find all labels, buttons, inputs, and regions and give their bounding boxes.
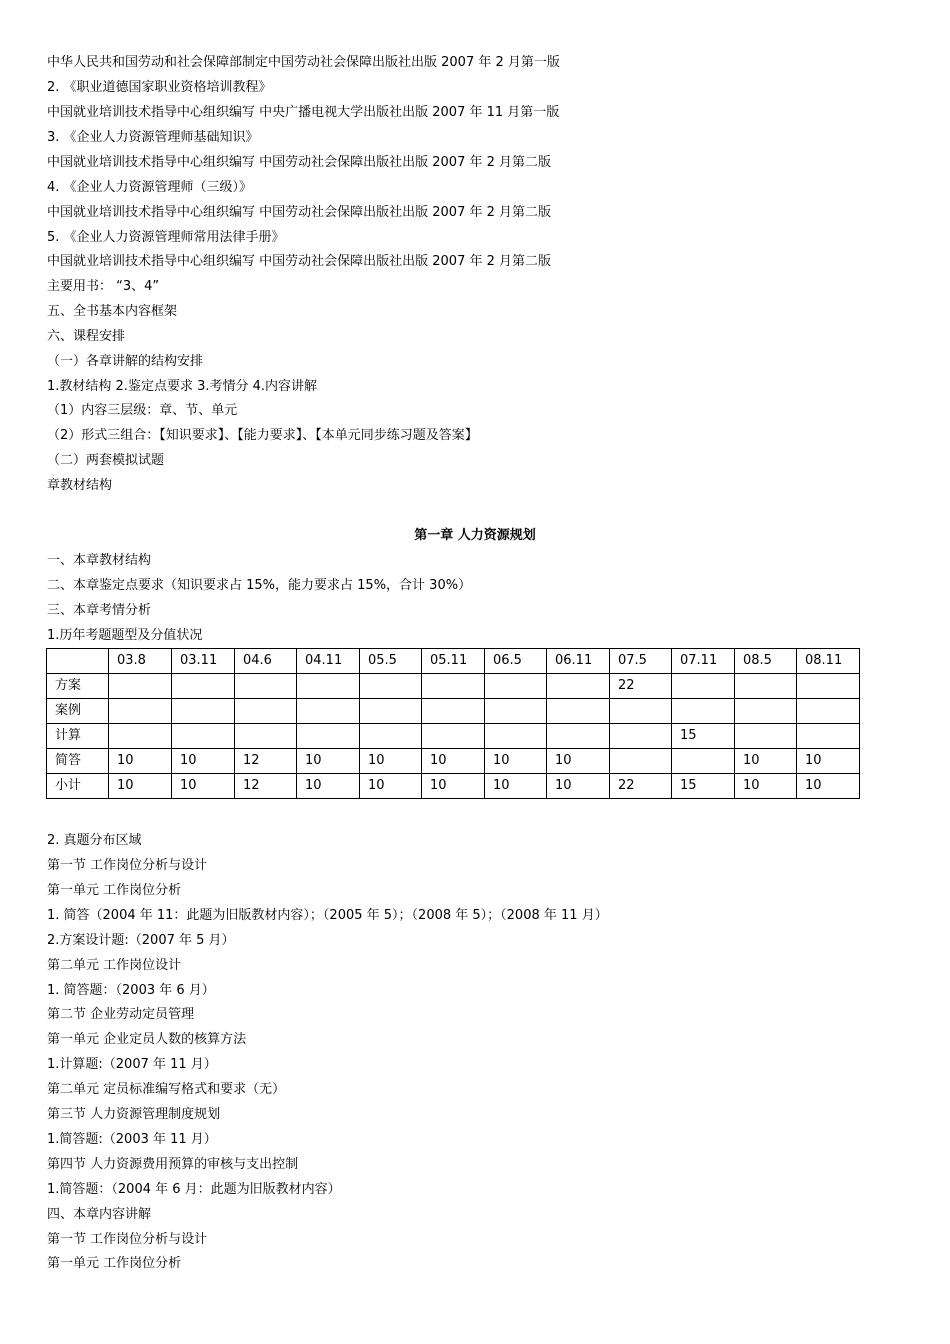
section-heading: 第四节 人力资源费用预算的审核与支出控制 xyxy=(47,1157,299,1172)
table-cell: 12 xyxy=(235,774,297,799)
section-heading: 第二节 企业劳动定员管理 xyxy=(47,1007,195,1022)
table-header-cell: 04.6 xyxy=(235,649,297,674)
table-cell: 22 xyxy=(610,774,672,799)
table-cell: 10 xyxy=(360,774,422,799)
table-header-cell: 05.11 xyxy=(422,649,485,674)
table-cell: 10 xyxy=(547,749,610,774)
text-line: 1.教材结构 2.鉴定点要求 3.考情分 4.内容讲解 xyxy=(47,379,318,394)
table-header-row xyxy=(47,649,860,674)
table-cell xyxy=(797,699,860,724)
table-cell xyxy=(422,699,485,724)
table-header-cell: 03.8 xyxy=(109,649,172,674)
table-cell xyxy=(422,674,485,699)
table-cell: 10 xyxy=(735,774,797,799)
text-line: （1）内容三层级：章、节、单元 xyxy=(47,403,238,418)
table-row xyxy=(47,724,860,749)
text-line: 第二单元 工作岗位设计 xyxy=(47,958,182,973)
table-row xyxy=(47,699,860,724)
text-line: 1.简答题:（2003 年 11 月） xyxy=(47,1132,217,1147)
text-line: 第一单元 企业定员人数的核算方法 xyxy=(47,1032,247,1047)
chapter-title: 第一章 人力资源规划 xyxy=(414,528,536,543)
table-cell xyxy=(109,724,172,749)
text-line: 3. 《企业人力资源管理师基础知识》 xyxy=(47,130,259,145)
text-line: 中国就业培训技术指导中心组织编写 中国劳动社会保障出版社出版 2007 年 2 月第二版 xyxy=(47,155,552,170)
table-cell: 10 xyxy=(797,774,860,799)
section-heading: 第一节 工作岗位分析与设计 xyxy=(47,1232,208,1247)
section-heading: 六、课程安排 xyxy=(47,329,126,344)
table-header-cell: 07.11 xyxy=(672,649,735,674)
table-cell: 12 xyxy=(235,749,297,774)
table-header-cell: 05.5 xyxy=(360,649,422,674)
table-cell xyxy=(735,699,797,724)
table-cell: 10 xyxy=(422,774,485,799)
row-label-cell: 简答 xyxy=(47,749,109,774)
section-heading: 五、全书基本内容框架 xyxy=(47,304,178,319)
table-cell xyxy=(547,699,610,724)
text-line: 1.简答题：（2004 年 6 月：此题为旧版教材内容） xyxy=(47,1182,341,1197)
text-line: 2. 《职业道德国家职业资格培训教程》 xyxy=(47,80,272,95)
text-line: （一）各章讲解的结构安排 xyxy=(47,354,204,369)
text-line: 4. 《企业人力资源管理师（三级）》 xyxy=(47,180,253,195)
section-heading: 一、本章教材结构 xyxy=(47,553,152,568)
text-line: 1.计算题:（2007 年 11 月） xyxy=(47,1057,217,1072)
text-line: 第一单元 工作岗位分析 xyxy=(47,883,182,898)
text-line: 主要用书： “3、4” xyxy=(47,279,160,294)
text-line: 第一单元 工作岗位分析 xyxy=(47,1256,182,1271)
table-cell xyxy=(360,724,422,749)
text-line: 2. 真题分布区域 xyxy=(47,833,142,848)
table-cell xyxy=(672,674,735,699)
table-cell: 10 xyxy=(485,749,547,774)
table-cell: 10 xyxy=(172,749,235,774)
table-cell xyxy=(672,749,735,774)
table-cell xyxy=(485,699,547,724)
table-cell xyxy=(172,724,235,749)
section-heading: 二、本章鉴定点要求（知识要求占 15%，能力要求占 15%，合计 30%） xyxy=(47,578,472,593)
table-cell: 10 xyxy=(172,774,235,799)
table-cell: 10 xyxy=(360,749,422,774)
table-cell xyxy=(797,724,860,749)
table-cell xyxy=(172,699,235,724)
table-row xyxy=(47,774,860,799)
table-cell xyxy=(735,724,797,749)
text-line: 章教材结构 xyxy=(47,478,113,493)
table-cell: 10 xyxy=(109,749,172,774)
table-cell xyxy=(360,674,422,699)
text-line: 中国就业培训技术指导中心组织编写 中国劳动社会保障出版社出版 2007 年 2 月第二版 xyxy=(47,205,552,220)
table-cell: 10 xyxy=(735,749,797,774)
section-heading: 第三节 人力资源管理制度规划 xyxy=(47,1107,221,1122)
table-row xyxy=(47,749,860,774)
table-cell: 10 xyxy=(297,774,360,799)
table-cell xyxy=(610,724,672,749)
table-header-cell: 06.5 xyxy=(485,649,547,674)
table-header-cell xyxy=(47,649,109,674)
table-cell: 10 xyxy=(547,774,610,799)
table-cell: 10 xyxy=(797,749,860,774)
text-line: 2.方案设计题:（2007 年 5 月） xyxy=(47,933,235,948)
table-cell: 10 xyxy=(485,774,547,799)
table-cell xyxy=(610,699,672,724)
table-row xyxy=(47,674,860,699)
table-header-cell: 04.11 xyxy=(297,649,360,674)
table-cell xyxy=(797,674,860,699)
table-cell: 15 xyxy=(672,774,735,799)
text-line: 第二单元 定员标准编写格式和要求（无） xyxy=(47,1082,286,1097)
table-header-cell: 07.5 xyxy=(610,649,672,674)
table-cell xyxy=(235,674,297,699)
section-heading: 四、本章内容讲解 xyxy=(47,1207,152,1222)
table-cell: 22 xyxy=(610,674,672,699)
text-line: 1. 简答题：（2003 年 6 月） xyxy=(47,983,215,998)
table-cell xyxy=(360,699,422,724)
text-line: 中国就业培训技术指导中心组织编写 中国劳动社会保障出版社出版 2007 年 2 月第二版 xyxy=(47,254,552,269)
table-cell xyxy=(172,674,235,699)
table-cell xyxy=(485,724,547,749)
table-cell xyxy=(735,674,797,699)
table-cell xyxy=(547,674,610,699)
text-line: 5. 《企业人力资源管理师常用法律手册》 xyxy=(47,230,285,245)
row-label-cell: 计算 xyxy=(47,724,109,749)
section-heading: 三、本章考情分析 xyxy=(47,603,152,618)
table-cell xyxy=(235,699,297,724)
text-line: （二）两套模拟试题 xyxy=(47,453,165,468)
table-cell: 15 xyxy=(672,724,735,749)
table-cell xyxy=(547,724,610,749)
row-label-cell: 小计 xyxy=(47,774,109,799)
table-cell xyxy=(109,674,172,699)
table-header-cell: 06.11 xyxy=(547,649,610,674)
table-cell xyxy=(672,699,735,724)
table-header-cell: 03.11 xyxy=(172,649,235,674)
row-label-cell: 方案 xyxy=(47,674,109,699)
table-cell xyxy=(297,699,360,724)
table-cell: 10 xyxy=(297,749,360,774)
table-cell: 10 xyxy=(109,774,172,799)
table-cell xyxy=(422,724,485,749)
text-line: 1. 简答（2004 年 11：此题为旧版教材内容）；（2005 年 5）；（2008 年 5）；（2008 年 11 月） xyxy=(47,908,608,923)
table-header-cell: 08.11 xyxy=(797,649,860,674)
table-cell xyxy=(297,724,360,749)
table-header-cell: 08.5 xyxy=(735,649,797,674)
text-line: （2）形式三组合：【知识要求】、【能力要求】、【本单元同步练习题及答案】 xyxy=(47,428,478,443)
row-label-cell: 案例 xyxy=(47,699,109,724)
section-heading: 第一节 工作岗位分析与设计 xyxy=(47,858,208,873)
table-cell xyxy=(109,699,172,724)
table-cell: 10 xyxy=(422,749,485,774)
text-line: 中国就业培训技术指导中心组织编写 中央广播电视大学出版社出版 2007 年 11 月第一版 xyxy=(47,105,560,120)
text-line: 1.历年考题题型及分值状况 xyxy=(47,628,203,643)
table-cell xyxy=(235,724,297,749)
table-cell xyxy=(297,674,360,699)
table-cell xyxy=(610,749,672,774)
exam-score-table xyxy=(46,648,860,799)
text-line: 中华人民共和国劳动和社会保障部制定中国劳动社会保障出版社出版 2007 年 2 月第一版 xyxy=(47,55,560,70)
table-cell xyxy=(485,674,547,699)
